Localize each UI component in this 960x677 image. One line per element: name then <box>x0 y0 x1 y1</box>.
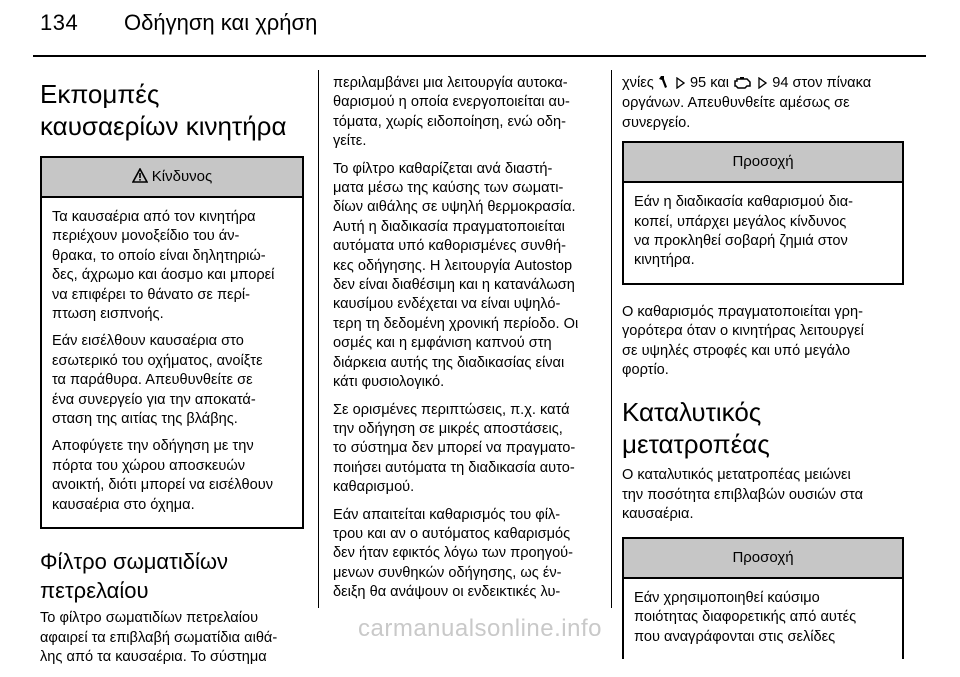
header-rule <box>33 55 926 57</box>
page-header <box>0 0 960 62</box>
caution-box-header: Προσοχή <box>624 143 902 183</box>
column-2 <box>333 74 597 611</box>
page-reference-arrow-icon <box>676 75 685 94</box>
body-paragraph-indicators <box>622 74 904 133</box>
danger-box <box>40 156 304 529</box>
danger-box-body <box>42 198 302 527</box>
intro-start: χνίες <box>622 75 654 91</box>
column-divider-1 <box>318 70 319 608</box>
wrench-icon <box>659 75 670 94</box>
section-heading-exhaust: Εκπομπές καυσαερίων κινητήρα <box>40 79 287 141</box>
danger-box-title: Κίνδυνος <box>151 168 213 185</box>
body-paragraph: Εάν απαιτείται καθαρισμός του φίλ- τρου και αν ο αυτόματος καθαρισμός δεν ήταν εφικτός λόγω των προηγού- μενων συνθηκών οδήγησης, ως έν- δειξη θα ανάψουν οι ενδεικτικές λυ- <box>333 506 574 601</box>
warning-triangle-icon <box>132 160 148 198</box>
caution-box-header: Προσοχή <box>624 539 902 579</box>
column-3 <box>622 74 904 677</box>
section-heading-dpf: Φίλτρο σωματιδίων πετρελαίου <box>40 549 229 604</box>
body-paragraph: περιλαμβάνει μια λειτουργία αυτοκα- θαρισμού η οποία ενεργοποιείται αυ- τόματα, χωρίς ειδοποίηση, ενώ οδη- γείτε. <box>333 75 570 150</box>
watermark: carmanualsonline.info <box>358 615 602 642</box>
danger-paragraph: Τα καυσαέρια από τον κινητήρα περιέχουν μονοξείδιο του άν- θρακα, το οποίο είναι δηλητηριώ- δες, άχρωμο και άοσμο και μπορεί να επιφέρει το θάνατο σε περί- πτωση εισπνοής. <box>52 209 275 323</box>
page-reference-arrow-icon <box>758 75 767 94</box>
caution-text: Εάν χρησιμοποιηθεί καύσιμο ποιότητας διαφορετικής από αυτές που αναγράφονται στις σελίδες <box>634 589 857 645</box>
column-divider-2 <box>611 70 612 608</box>
danger-box-header <box>42 158 302 198</box>
page-ref-94: 94 στον πίνακα <box>772 75 872 91</box>
body-paragraph: Το φίλτρο καθαρίζεται ανά διαστή- ματα μέσω της καύσης των σωματι- δίων αιθάλης σε υψηλή θερμοκρασία. Αυτή η διαδικασία πραγματοποιείται αυτόματα υπό καθορισμένες συνθή- κες οδήγησης. Η λειτουργία Autostop δεν είναι διαθέσιμη και η κατανάλωση καυσίμου ενδέχεται να είναι υψηλό- τερη τη δεδομένη χρονική περίοδο. Οι οσμές και η εμφάνιση καπνού στη διάρκεια αυτής της διαδικασίας είναι κάτι φυσιολογικό. <box>333 160 579 391</box>
body-paragraph: Ο καθαρισμός πραγματοποιείται γρη- γορότερα όταν ο κινητήρας λειτουργεί σε υψηλές στροφές και υπό μεγάλο φορτίο. <box>622 303 864 379</box>
intro-end: οργάνων. Απευθυνθείτε αμέσως σε συνεργείο. <box>622 95 850 131</box>
caution-box-body <box>624 183 902 283</box>
page-number: 134 <box>40 10 79 35</box>
body-paragraph: Σε ορισμένες περιπτώσεις, π.χ. κατά την οδήγηση σε μικρές αποστάσεις, το σύστημα δεν μπορεί να πραγματο- ποιήσει αυτόματα τη διαδικασία αυτο- καθαρισμού. <box>333 401 576 496</box>
page-ref-95: 95 <box>689 75 707 91</box>
danger-paragraph: Εάν εισέλθουν καυσαέρια στο εσωτερικό του οχήματος, ανοίξτε τα παράθυρα. Απευθυνθείτε σε ένα συνεργείο για την αποκατά- σταση της αιτίας της βλάβης. <box>52 333 263 428</box>
section-heading-catalytic: Καταλυτικός μετατροπέας <box>622 397 770 460</box>
caution-text: Εάν η διαδικασία καθαρισμού δια- κοπεί, υπάρχει μεγάλος κίνδυνος να προκληθεί σοβαρή ζημιά στον κινητήρα. <box>634 194 854 269</box>
body-paragraph: Ο καταλυτικός μετατροπέας μειώνει την ποσότητα επιβλαβών ουσιών στα καυσαέρια. <box>622 467 864 523</box>
column-1 <box>40 70 304 675</box>
caution-box <box>622 141 904 285</box>
danger-paragraph: Αποφύγετε την οδήγηση με την πόρτα του χώρου αποσκευών ανοικτή, διότι μπορεί να εισέλθουν καυσαέρια στο όχημα. <box>52 438 274 513</box>
running-title: Οδήγηση και χρήση <box>124 10 318 35</box>
body-paragraph: Το φίλτρο σωματιδίων πετρελαίου αφαιρεί τα επιβλαβή σωματίδια αιθά- λης από τα καυσαέρια. Το σύστημα <box>40 610 278 665</box>
engine-check-icon <box>734 75 752 94</box>
and-word: και <box>710 75 730 91</box>
